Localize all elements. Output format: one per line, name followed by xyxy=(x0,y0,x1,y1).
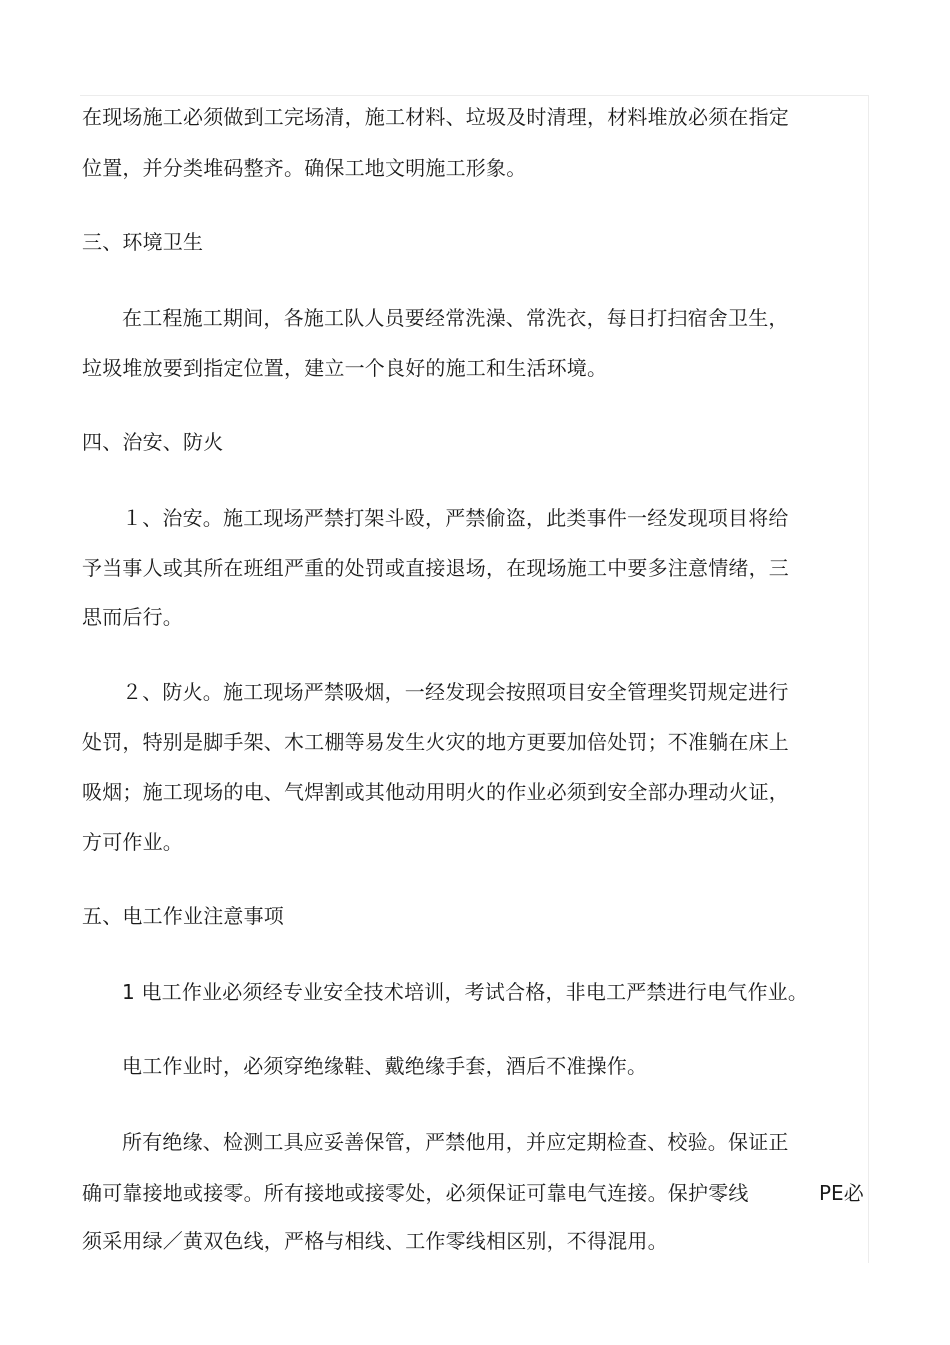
paragraph-line: 所有绝缘、检测工具应妥善保管，严禁他用，并应定期检查、校验。保证正 xyxy=(122,1130,789,1154)
section-heading-environment: 三、环境卫生 xyxy=(82,230,204,254)
page-border-top xyxy=(80,95,868,96)
paragraph-line: 1 电工作业必须经专业安全技术培训，考试合格，非电工严禁进行电气作业。 xyxy=(122,980,809,1004)
paragraph-line: 处罚，特别是脚手架、木工棚等易发生火灾的地方更要加倍处罚；不准躺在床上 xyxy=(82,730,789,754)
paragraph-line: １、治安。施工现场严禁打架斗殴，严禁偷盗，此类事件一经发现项目将给 xyxy=(122,506,789,530)
page-border-right xyxy=(868,95,869,1263)
paragraph-line: 电工作业时，必须穿绝缘鞋、戴绝缘手套，酒后不准操作。 xyxy=(122,1054,648,1078)
paragraph-line: 位置，并分类堆码整齐。确保工地文明施工形象。 xyxy=(82,156,527,180)
paragraph-line: 思而后行。 xyxy=(82,605,183,629)
paragraph-line: 确可靠接地或接零。所有接地或接零处，必须保证可靠电气连接。保护零线 xyxy=(82,1181,749,1205)
paragraph-line-fragment: PE必 xyxy=(819,1181,864,1205)
paragraph-line: 吸烟；施工现场的电、气焊割或其他动用明火的作业必须到安全部办理动火证， xyxy=(82,780,789,804)
section-heading-security-fire: 四、治安、防火 xyxy=(82,430,224,454)
paragraph-line: 方可作业。 xyxy=(82,830,183,854)
paragraph-line: 予当事人或其所在班组严重的处罚或直接退场，在现场施工中要多注意情绪，三 xyxy=(82,556,789,580)
paragraph-line: 在工程施工期间，各施工队人员要经常洗澡、常洗衣，每日打扫宿舍卫生， xyxy=(122,306,789,330)
section-heading-electrical: 五、电工作业注意事项 xyxy=(82,904,284,928)
paragraph-line: 在现场施工必须做到工完场清，施工材料、垃圾及时清理，材料堆放必须在指定 xyxy=(82,105,789,129)
paragraph-line: 垃圾堆放要到指定位置，建立一个良好的施工和生活环境。 xyxy=(82,356,608,380)
paragraph-line: ２、防火。施工现场严禁吸烟，一经发现会按照项目安全管理奖罚规定进行 xyxy=(122,680,789,704)
paragraph-line: 须采用绿／黄双色线，严格与相线、工作零线相区别，不得混用。 xyxy=(82,1229,668,1253)
